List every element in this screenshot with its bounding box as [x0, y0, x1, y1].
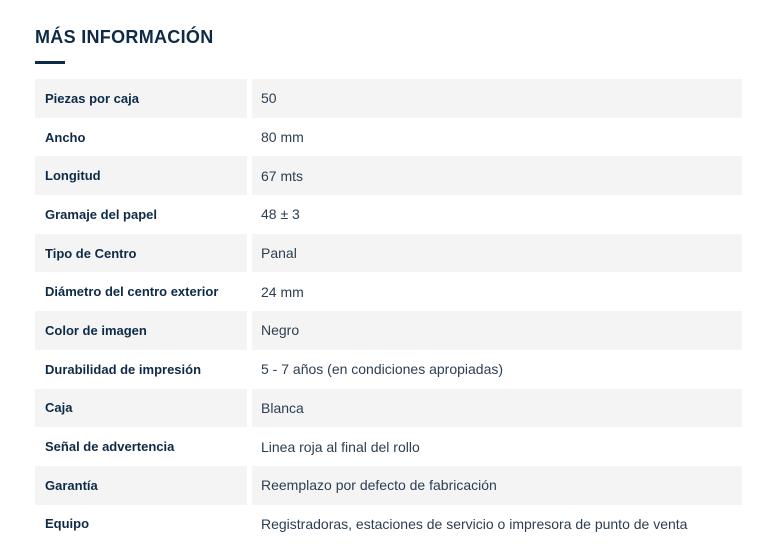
more-info-section — [35, 0, 742, 543]
spec-label: Equipo — [45, 516, 90, 532]
section-title: MÁS INFORMACIÓN — [35, 27, 214, 47]
spec-label: Longitud — [35, 156, 247, 195]
spec-label: Señal de advertencia — [45, 439, 175, 455]
spec-row — [35, 311, 742, 350]
spec-value: 67 mts — [252, 156, 742, 195]
spec-row — [35, 195, 742, 234]
spec-row — [35, 466, 742, 505]
spec-value: 5 - 7 años (en condiciones apropiadas) — [261, 361, 504, 378]
spec-value: 48 ± 3 — [261, 206, 300, 223]
title-underline — [35, 61, 65, 64]
spec-label: Tipo de Centro — [35, 234, 247, 273]
spec-label: Color de imagen — [35, 311, 247, 350]
spec-label: Diámetro del centro exterior — [45, 284, 219, 300]
spec-value: 50 — [252, 79, 742, 118]
spec-row — [35, 234, 742, 273]
spec-row — [35, 156, 742, 195]
spec-label: Ancho — [45, 129, 86, 145]
spec-label: Garantía — [35, 466, 247, 505]
spec-value: Reemplazo por defecto de fabricación — [252, 466, 742, 505]
spec-table — [35, 79, 742, 543]
spec-label: Caja — [35, 389, 247, 428]
spec-row — [35, 272, 742, 311]
spec-row — [35, 505, 742, 544]
spec-value: 80 mm — [261, 129, 304, 146]
spec-row — [35, 427, 742, 466]
spec-value: Panal — [252, 234, 742, 273]
spec-row — [35, 389, 742, 428]
spec-value: Linea roja al final del rollo — [261, 438, 420, 455]
spec-value: Registradoras, estaciones de servicio o impresora de punto de venta — [261, 515, 688, 532]
spec-value: 24 mm — [261, 283, 304, 300]
spec-row — [35, 350, 742, 389]
spec-row — [35, 118, 742, 157]
spec-row — [35, 79, 742, 118]
spec-value: Negro — [252, 311, 742, 350]
spec-value: Blanca — [252, 389, 742, 428]
spec-label: Piezas por caja — [35, 79, 247, 118]
spec-label: Gramaje del papel — [45, 206, 157, 222]
spec-label: Durabilidad de impresión — [45, 361, 202, 377]
